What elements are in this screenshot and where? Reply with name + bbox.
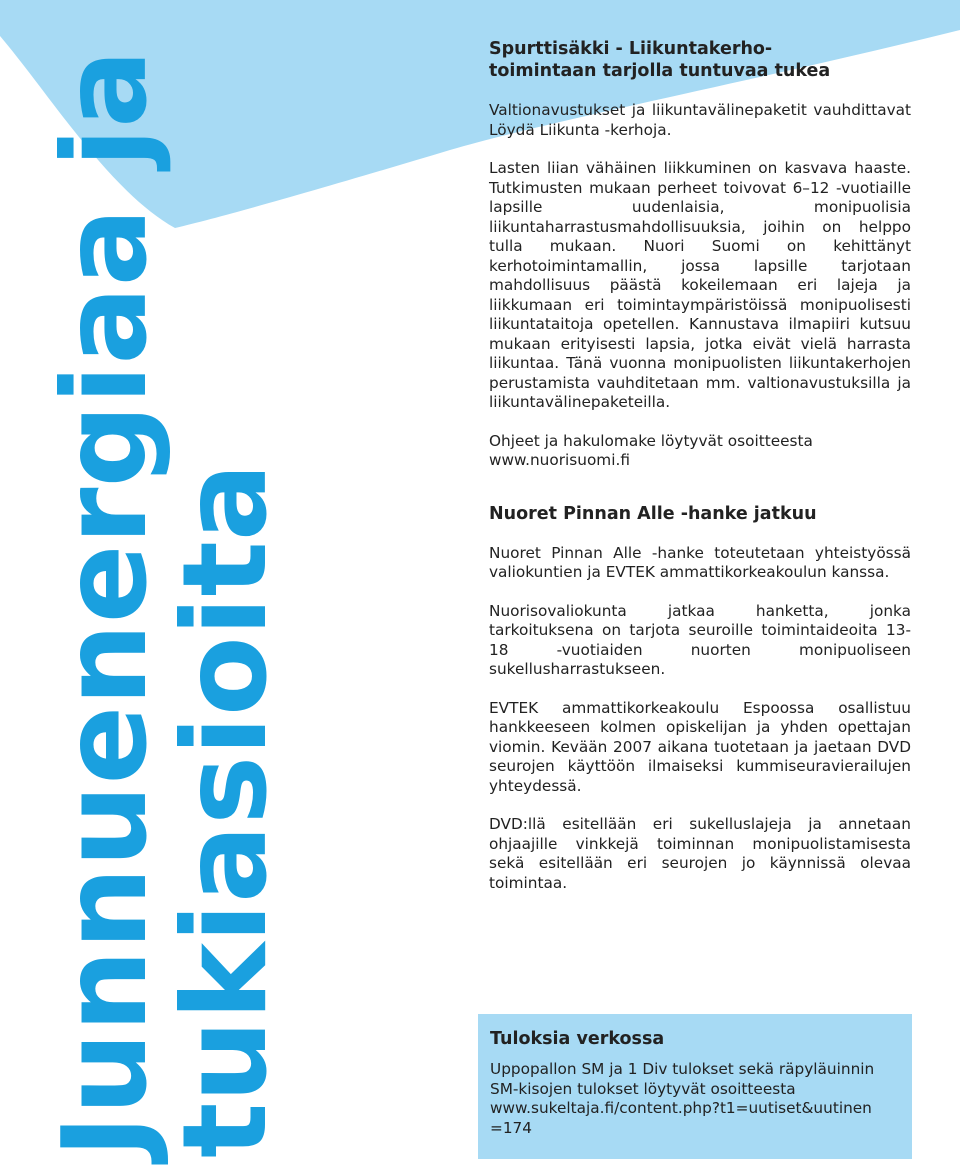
section2-paragraph-4: DVD:llä esitellään eri sukelluslajeja ja annetaan ohjaajille vinkkejä toiminnan monipuolistamisesta sekä esitellään eri seurojen jo käynnissä olevaa toimintaa. — [489, 815, 911, 892]
results-link[interactable] — [490, 1099, 902, 1138]
section1-title-line2: toimintaan tarjolla tuntuvaa tukea — [489, 61, 831, 81]
results-box — [478, 1014, 912, 1159]
section1-link-text: Ohjeet ja hakulomake löytyvät osoitteesta — [489, 431, 813, 450]
section2-paragraph-2: Nuorisovaliokunta jatkaa hanketta, jonka tarkoituksena on tarjota seuroille toimintaideoita 13-18 -vuotiaiden nuorten monipuoliseen sukellusharrastukseen. — [489, 601, 911, 678]
results-box-text: Uppopallon SM ja 1 Div tulokset sekä räpyläuinnin SM-kisojen tulokset löytyvät osoitteesta — [490, 1060, 875, 1098]
section1-title — [489, 38, 911, 82]
section1-lead: Valtionavustukset ja liikuntavälinepaketit vauhdittavat Löydä Liikunta -kerhoja. — [489, 101, 911, 139]
nuorisuomi-link[interactable]: www.nuorisuomi.fi — [489, 451, 630, 469]
results-box-title: Tuloksia verkossa — [490, 1029, 665, 1049]
results-link-line1[interactable]: www.sukeltaja.fi/content.php?t1=uutiset&uutinen — [490, 1099, 872, 1117]
article-column — [489, 38, 911, 893]
section1-body: Lasten liian vähäinen liikkuminen on kasvava haaste. Tutkimusten mukaan perheet toivovat 6–12 -vuotiaille lapsille uudenlaisia, monipuolisia liikuntaharrastusmahdollisuuksia, joihin on helppo tulla mukaan. Nuori Suomi on kehittänyt kerhotoimintamallin, jossa lapsille tarjotaan mahdollisuus päästä kokeilemaan eri lajeja ja liikkumaan eri toimintaympäristöissä monipuolisesti liikuntataitoja opetellen. Kannustava ilmapiiri kutsuu mukaan erityisesti lapsia, jotka eivät vielä harrasta liikuntaa. Tänä vuonna monipuolisten liikuntakerhojen perustamista vauhditetaan mm. valtionavustuksilla ja liikuntavälinepaketeilla. — [489, 159, 911, 411]
vertical-title-line2: tukiasioita — [158, 462, 293, 1158]
section2-paragraph-3: EVTEK ammattikorkeakoulu Espoossa osallistuu hankkeeseen kolmen opiskelijan ja yhden opettajan viomin. Kevään 2007 aikana tuotetaan ja jaetaan DVD seurojen käyttöön ilmaiseksi kummiseuravierailujen yhteydessä. — [489, 698, 911, 795]
vertical-title-line1: Junnuenergiaa ja — [38, 49, 173, 1158]
section1-title-line1: Spurttisäkki - Liikuntakerho- — [489, 39, 773, 59]
section2-title: Nuoret Pinnan Alle -hanke jatkuu — [489, 503, 817, 524]
results-link-line2[interactable]: =174 — [490, 1118, 533, 1137]
section2-paragraph-1: Nuoret Pinnan Alle -hanke toteutetaan yhteistyössä valiokuntien ja EVTEK ammattikorkeakoulun kanssa. — [489, 543, 911, 581]
